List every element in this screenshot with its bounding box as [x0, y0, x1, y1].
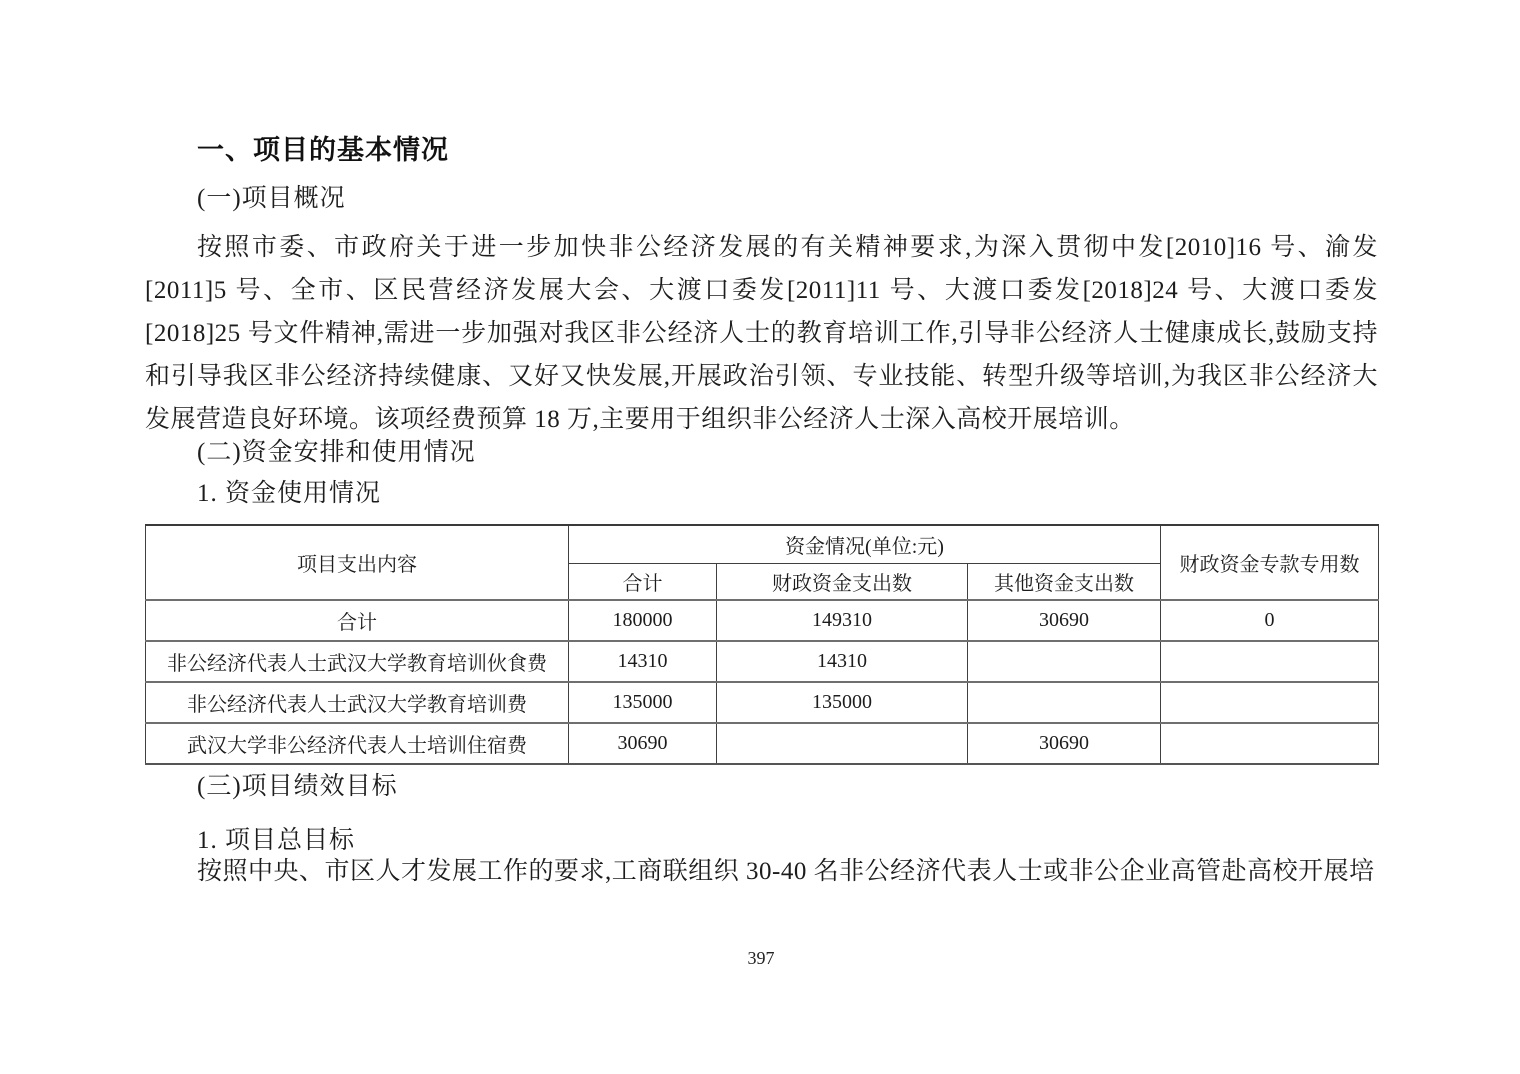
funds-usage-table: [145, 524, 1379, 765]
cell-special: 0: [1161, 600, 1379, 641]
column-header-fiscal-spent: 财政资金支出数: [717, 564, 968, 601]
cell-other: 30690: [968, 600, 1161, 641]
subsection-3-1-title: 1. 项目总目标: [197, 827, 356, 854]
page-number: 397: [747, 948, 775, 968]
cell-total: 180000: [569, 600, 717, 641]
cell-total: 14310: [569, 641, 717, 682]
cell-other: 30690: [968, 723, 1161, 764]
table-row-total: [146, 600, 1379, 641]
cell-item: 武汉大学非公经济代表人士培训住宿费: [146, 723, 569, 764]
table-row-lodging-fee: [146, 723, 1379, 764]
cell-item: 非公经济代表人士武汉大学教育培训费: [146, 682, 569, 723]
subsection-2-1-title: 1. 资金使用情况: [197, 480, 382, 507]
cell-other: [968, 682, 1161, 723]
cell-special: [1161, 641, 1379, 682]
cell-fiscal: [717, 723, 968, 764]
project-overview-paragraph: 按照市委、市政府关于进一步加快非公经济发展的有关精神要求,为深入贯彻中发[2010]16 号、渝发[2011]5 号、全市、区民营经济发展大会、大渡口委发[2011]11 号、大渡口委发[2018]24 号、大渡口委发[2018]25 号文件精神,需进一步加强对我区非公经济人士的教育培训工作,引导非公经济人士健康成长,鼓励支持和引导我区非公经济持续健康、又好又快发展,开展政治引领、专业技能、转型升级等培训,为我区非公经济大发展营造良好环境。该项经费预算 18 万,主要用于组织非公经济人士深入高校开展培训。: [145, 234, 1378, 433]
column-header-item: 项目支出内容: [146, 525, 569, 600]
column-header-total: 合计: [569, 564, 717, 601]
cell-total: 30690: [569, 723, 717, 764]
subsection-2-title: (二)资金安排和使用情况: [197, 439, 476, 466]
cell-fiscal: 135000: [717, 682, 968, 723]
section-heading: 一、项目的基本情况: [197, 135, 449, 165]
column-header-fiscal-special: 财政资金专款专用数: [1161, 525, 1379, 600]
table-row-training-fee: [146, 682, 1379, 723]
cell-fiscal: 14310: [717, 641, 968, 682]
subsection-3-title: (三)项目绩效目标: [197, 773, 398, 800]
cell-special: [1161, 682, 1379, 723]
column-header-other-spent: 其他资金支出数: [968, 564, 1161, 601]
cell-item: 合计: [146, 600, 569, 641]
cell-special: [1161, 723, 1379, 764]
table-row-meal-fee: [146, 641, 1379, 682]
goal-paragraph: 按照中央、市区人才发展工作的要求,工商联组织 30-40 名非公经济代表人士或非公企业高管赴高校开展培: [197, 858, 1375, 885]
subsection-1-title: (一)项目概况: [197, 185, 346, 212]
cell-total: 135000: [569, 682, 717, 723]
cell-fiscal: 149310: [717, 600, 968, 641]
cell-item: 非公经济代表人士武汉大学教育培训伙食费: [146, 641, 569, 682]
column-group-funds: 资金情况(单位:元): [569, 525, 1161, 564]
cell-other: [968, 641, 1161, 682]
